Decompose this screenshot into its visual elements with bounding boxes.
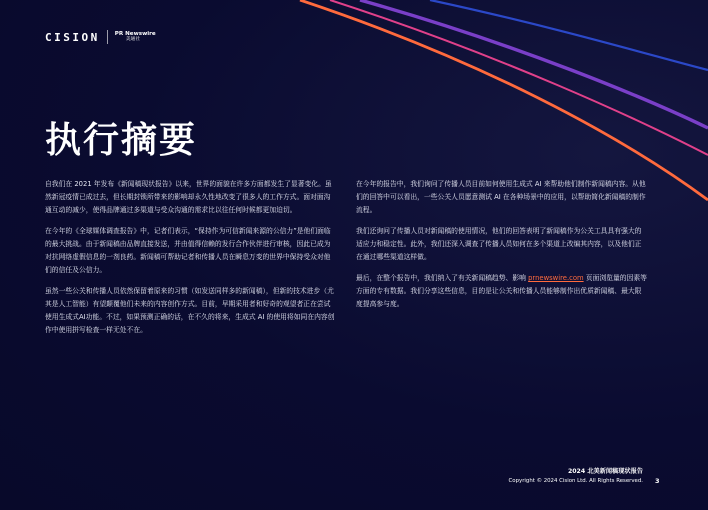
- left-column: [45, 178, 337, 345]
- left-paragraph-2: 在今年的《全球媒体调查报告》中，记者们表示，“保持作为可信新闻来源的公信力”是他们面临的最大挑战。由于新闻稿由品牌直接发送，并由值得信赖的发行合作伙伴进行审核，因此已成为对抗网络虚假信息的一剂良药。新闻稿可帮助记者和传播人员在瞬息万变的世界中保持受众对他们的信任及公信力。: [45, 227, 331, 274]
- prnewswire-link[interactable]: prnewswire.com: [528, 274, 584, 282]
- brand-logo: [45, 30, 156, 44]
- footer-copyright: Copyright © 2024 Cision Ltd. All Rights Reserved.: [508, 478, 643, 484]
- right-paragraph-3: [356, 272, 648, 311]
- left-paragraph-1: 自我们在 2021 年发布《新闻稿现状报告》以来，世界的面貌在许多方面都发生了显著变化。虽然新冠疫情已成过去，但长期封锁所带来的影响却永久性地改变了很多人的工作方式。面对面沟通互动的减少，使得品牌通过多渠道与受众沟通的需求比以往任何时候都更加迫切。: [45, 180, 332, 214]
- prnewswire-logo-chinese: 美通社: [125, 37, 141, 43]
- right-paragraph-2: 我们还询问了传播人员对新闻稿的使用情况，他们的回答表明了新闻稿作为公关工具具有强大的适应力和稳定性。此外，我们还深入调查了传播人员如何在多个渠道上改编其内容，以及他们正在通过哪些渠道这样做。: [356, 227, 642, 261]
- page-number: 3: [655, 477, 660, 485]
- prnewswire-logo-text: PR Newswire: [114, 30, 156, 37]
- logo-divider: [107, 30, 108, 44]
- left-paragraph-3: 虽然一些公关和传播人员依然保留着原来的习惯（如发送同样多的新闻稿），但新的技术进步（尤其是人工智能）有望颠覆他们未来的内容创作方式。目前，早期采用者和好奇的观望者正在尝试使用生成式AI功能。不过，如果预测正确的话，在不久的将来，生成式 AI 的使用将如同在内容创作中使用拼写检查一样无处不在。: [45, 287, 335, 334]
- footer-report-title: 2024 北美新闻稿现状报告: [567, 468, 643, 475]
- footer: [509, 467, 643, 486]
- wave-purple: [360, 0, 708, 128]
- prnewswire-logo: [115, 32, 156, 43]
- page-title: 执行摘要: [45, 120, 198, 161]
- right-paragraph-1: 在今年的报告中，我们询问了传播人员目前如何使用生成式 AI 来帮助他们制作新闻稿内容。从他们的回答中可以看出，一些公关人员愿意测试 AI 在各种场景中的应用，以帮助简化新闻稿的制作流程。: [356, 180, 646, 214]
- right-paragraph-3-start: 最后，在整个报告中，我们纳入了有关新闻稿趋势、影响: [356, 274, 529, 282]
- right-paragraph-3-end: 页面浏览量的因素等方面的专有数据。我们分享这些信息，目的是让公关和传播人员能够制作出优质新闻稿、最大限度提高参与度。: [356, 274, 647, 308]
- cision-logo: CISION: [45, 30, 100, 44]
- wave-pink: [330, 0, 708, 155]
- right-column: [356, 178, 648, 319]
